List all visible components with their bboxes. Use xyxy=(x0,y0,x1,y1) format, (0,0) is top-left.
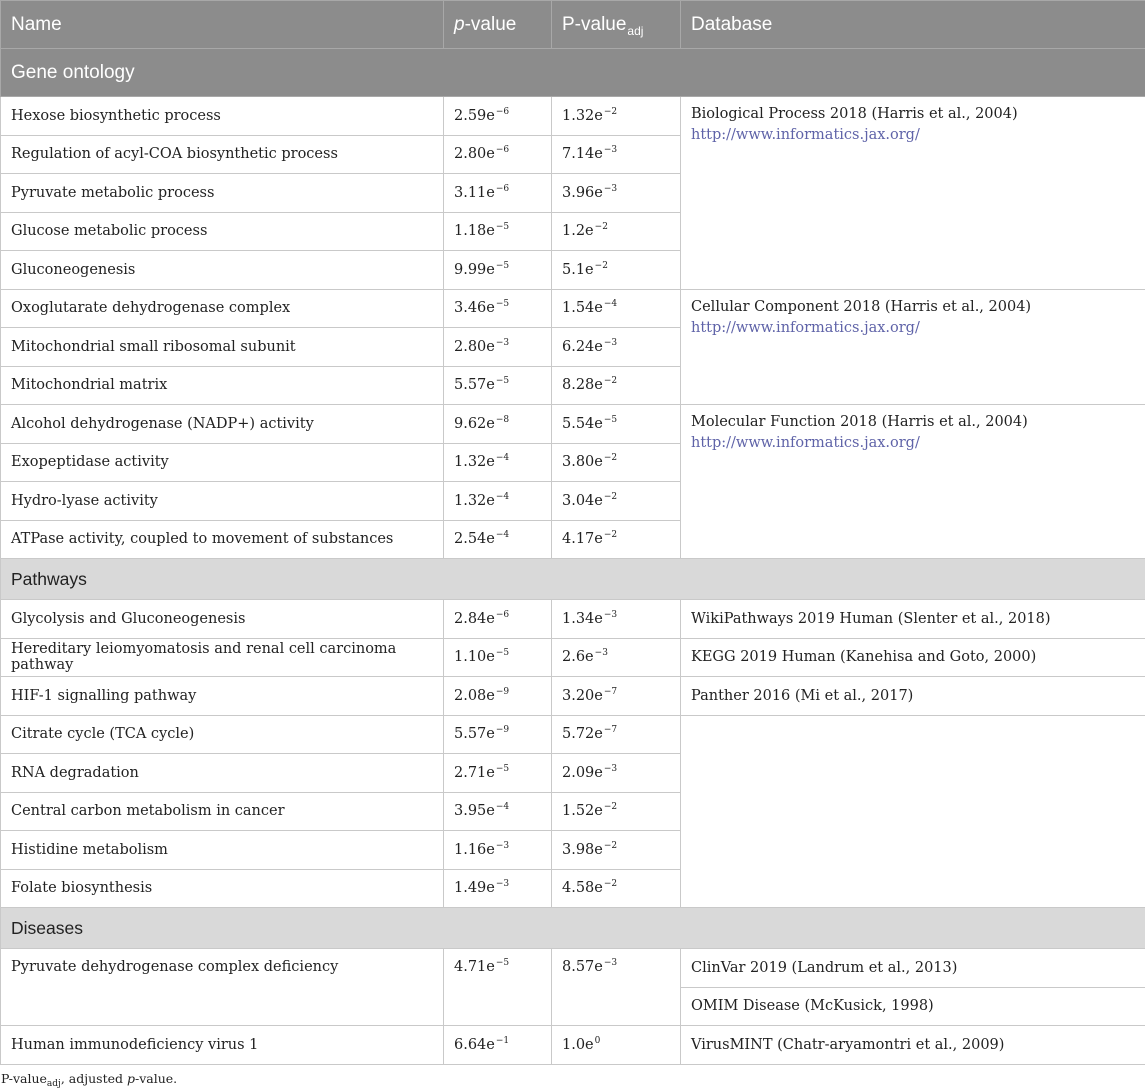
p-adj-cell-base: 3.20e xyxy=(562,687,603,704)
p-value-cell-base: 2.80e xyxy=(454,338,495,355)
p-adj-cell xyxy=(552,289,681,328)
database-cell xyxy=(681,289,1145,405)
database-cell: OMIM Disease (McKusick, 1998) xyxy=(681,987,1145,1026)
p-adj-cell-exponent: −7 xyxy=(603,725,618,736)
p-value-cell-base: 2.54e xyxy=(454,531,495,548)
p-value-cell-base: 2.84e xyxy=(454,610,495,627)
database-link[interactable]: http://www.informatics.jax.org/ xyxy=(691,127,920,143)
database-cell: Panther 2016 (Mi et al., 2017) xyxy=(681,677,1145,716)
row-name: Hereditary leiomyomatosis and renal cell carcinoma pathway xyxy=(1,638,444,677)
p-adj-cell-exponent: −2 xyxy=(603,802,618,813)
p-adj-cell-base: 1.32e xyxy=(562,107,603,124)
p-value-cell xyxy=(444,212,552,251)
p-value-cell-base: 3.46e xyxy=(454,300,495,317)
p-value-cell-exponent: −9 xyxy=(495,686,510,697)
p-adj-cell-base: 3.98e xyxy=(562,841,603,858)
p-adj-cell-base: 1.2e xyxy=(562,223,594,240)
p-adj-cell xyxy=(552,135,681,174)
database-text: Biological Process 2018 (Harris et al., 2004) xyxy=(691,106,1018,122)
p-value-cell-base: 2.71e xyxy=(454,764,495,781)
database-cell xyxy=(681,97,1145,290)
row-name: Citrate cycle (TCA cycle) xyxy=(1,715,444,754)
table-row xyxy=(1,715,1145,754)
p-adj-cell xyxy=(552,600,681,639)
p-adj-cell-base: 1.54e xyxy=(562,300,603,317)
p-value-cell-base: 4.71e xyxy=(454,959,495,975)
p-adj-cell-exponent: −2 xyxy=(594,222,608,233)
p-adj-cell xyxy=(552,520,681,559)
p-value-cell-exponent: −6 xyxy=(495,183,510,194)
table-row xyxy=(1,97,1145,136)
table-row xyxy=(1,677,1145,716)
p-value-cell-exponent: −5 xyxy=(495,222,510,233)
row-name: Exopeptidase activity xyxy=(1,443,444,482)
section-row-pathways xyxy=(1,559,1145,600)
p-value-cell xyxy=(444,97,552,136)
p-adj-cell-base: 7.14e xyxy=(562,146,603,163)
p-adj-cell-exponent: −2 xyxy=(603,879,618,890)
p-adj-cell-base: 3.04e xyxy=(562,492,603,509)
p-value-cell-exponent: −3 xyxy=(495,337,510,348)
p-adj-cell xyxy=(552,754,681,793)
section-row-diseases xyxy=(1,908,1145,949)
p-adj-cell-base: 5.1e xyxy=(562,261,594,278)
section-title: Diseases xyxy=(1,908,1145,949)
database-text: Cellular Component 2018 (Harris et al., 2004) xyxy=(691,298,1032,315)
p-value-cell-base: 5.57e xyxy=(454,377,495,394)
header-database: Database xyxy=(681,1,1145,49)
p-value-cell xyxy=(444,135,552,174)
p-value-cell-base: 1.10e xyxy=(454,649,495,666)
p-adj-cell-exponent: −2 xyxy=(603,491,618,502)
database-text: Molecular Function 2018 (Harris et al., 2004) xyxy=(691,414,1028,430)
table-row xyxy=(1,1026,1145,1065)
p-adj-cell xyxy=(552,638,681,677)
row-name: Regulation of acyl-COA biosynthetic process xyxy=(1,135,444,174)
row-name: Glucose metabolic process xyxy=(1,212,444,251)
p-value-cell xyxy=(444,869,552,908)
row-name: HIF-1 signalling pathway xyxy=(1,677,444,716)
p-value-cell xyxy=(444,1026,552,1065)
p-value-cell-base: 1.32e xyxy=(454,454,495,471)
p-adj-cell-base: 1.0e xyxy=(562,1036,594,1053)
p-adj-cell xyxy=(552,1026,681,1065)
p-value-cell-base: 9.99e xyxy=(454,261,495,278)
p-adj-cell xyxy=(552,831,681,870)
p-adj-cell-exponent: −2 xyxy=(603,453,618,464)
header-padj: P-value$_{adj}$ xyxy=(552,1,681,49)
p-adj-cell-base: 5.54e xyxy=(562,415,603,432)
p-value-cell xyxy=(444,638,552,677)
p-value-cell-exponent: −5 xyxy=(495,648,510,659)
row-name: Mitochondrial small ribosomal subunit xyxy=(1,328,444,367)
p-adj-cell xyxy=(552,366,681,405)
p-adj-cell xyxy=(552,443,681,482)
p-value-cell-exponent: −5 xyxy=(495,763,510,774)
p-value-cell-exponent: −5 xyxy=(495,260,510,271)
table-header-row xyxy=(1,1,1145,49)
p-adj-cell-exponent: −3 xyxy=(603,609,618,620)
header-pvalue: p-value xyxy=(444,1,552,49)
p-adj-cell-exponent: −7 xyxy=(603,686,618,697)
p-value-cell-exponent: −6 xyxy=(495,609,510,620)
row-name: Glycolysis and Gluconeogenesis xyxy=(1,600,444,639)
p-adj-cell xyxy=(552,949,681,1026)
section-title: Gene ontology xyxy=(1,49,1145,97)
p-value-cell xyxy=(444,443,552,482)
p-adj-cell-exponent: −2 xyxy=(603,840,618,851)
p-adj-cell-exponent: −3 xyxy=(603,763,618,774)
p-value-cell xyxy=(444,677,552,716)
database-cell: KEGG 2019 Human (Kanehisa and Goto, 2000) xyxy=(681,638,1145,677)
table-row xyxy=(1,289,1145,328)
p-value-cell-exponent: −4 xyxy=(495,491,510,502)
p-value-cell xyxy=(444,520,552,559)
p-value-cell-base: 3.11e xyxy=(454,184,495,201)
row-name: Alcohol dehydrogenase (NADP+) activity xyxy=(1,405,444,444)
p-value-cell-base: 1.18e xyxy=(454,223,495,240)
database-link[interactable]: http://www.informatics.jax.org/ xyxy=(691,319,920,336)
database-cell-empty xyxy=(681,715,1145,908)
p-value-cell xyxy=(444,174,552,213)
row-name: ATPase activity, coupled to movement of substances xyxy=(1,520,444,559)
p-adj-cell-exponent: −3 xyxy=(603,958,618,968)
p-adj-cell xyxy=(552,792,681,831)
row-name: Folate biosynthesis xyxy=(1,869,444,908)
p-adj-cell-exponent: −2 xyxy=(603,530,618,541)
p-value-cell-exponent: −6 xyxy=(495,145,510,156)
p-value-cell-exponent: −4 xyxy=(495,530,510,541)
row-name: Mitochondrial matrix xyxy=(1,366,444,405)
p-value-cell xyxy=(444,949,552,1026)
p-adj-cell-base: 3.96e xyxy=(562,184,603,201)
p-adj-cell-base: 6.24e xyxy=(562,338,603,355)
p-value-cell-base: 6.64e xyxy=(454,1036,495,1053)
p-adj-cell-exponent: −3 xyxy=(603,183,618,194)
p-adj-cell-base: 8.57e xyxy=(562,959,603,975)
p-adj-cell xyxy=(552,212,681,251)
p-value-cell xyxy=(444,600,552,639)
row-name: Hexose biosynthetic process xyxy=(1,97,444,136)
p-adj-cell xyxy=(552,328,681,367)
p-adj-cell-base: 1.34e xyxy=(562,610,603,627)
row-name: RNA degradation xyxy=(1,754,444,793)
p-value-cell xyxy=(444,251,552,290)
database-cell: VirusMINT (Chatr-aryamontri et al., 2009) xyxy=(681,1026,1145,1065)
p-value-cell-exponent: −4 xyxy=(495,802,510,813)
p-value-cell-exponent: −3 xyxy=(495,879,510,890)
p-value-cell-exponent: −4 xyxy=(495,453,510,464)
p-value-cell xyxy=(444,328,552,367)
p-adj-cell-exponent: −3 xyxy=(594,648,608,659)
row-name: Oxoglutarate dehydrogenase complex xyxy=(1,289,444,328)
p-value-cell-base: 2.08e xyxy=(454,687,495,704)
table-footnote: P-value$_{adj}$, adjusted p-value. xyxy=(1,1071,178,1089)
p-adj-cell-exponent: −3 xyxy=(603,145,618,156)
p-adj-cell-exponent: −3 xyxy=(603,337,618,348)
table-row xyxy=(1,949,1145,988)
row-name: Pyruvate metabolic process xyxy=(1,174,444,213)
row-name: Human immunodeficiency virus 1 xyxy=(1,1026,444,1065)
p-value-cell-exponent: −1 xyxy=(495,1035,510,1046)
p-value-cell xyxy=(444,366,552,405)
p-value-cell xyxy=(444,715,552,754)
p-adj-cell xyxy=(552,97,681,136)
p-adj-cell-base: 8.28e xyxy=(562,377,603,394)
p-value-cell-base: 9.62e xyxy=(454,415,495,432)
row-name: Histidine metabolism xyxy=(1,831,444,870)
p-adj-cell-exponent: −2 xyxy=(603,106,618,117)
p-value-cell-exponent: −5 xyxy=(495,299,510,310)
p-value-cell xyxy=(444,482,552,521)
p-value-cell-base: 2.80e xyxy=(454,146,495,163)
p-adj-cell xyxy=(552,869,681,908)
p-value-cell xyxy=(444,754,552,793)
p-adj-cell-base: 3.80e xyxy=(562,454,603,471)
p-value-cell-base: 2.59e xyxy=(454,107,495,124)
p-value-cell-base: 3.95e xyxy=(454,803,495,820)
row-name: Central carbon metabolism in cancer xyxy=(1,792,444,831)
p-value-cell-exponent: −5 xyxy=(495,958,510,968)
p-adj-cell-exponent: −5 xyxy=(603,414,618,425)
header-name: Name xyxy=(1,1,444,49)
p-value-cell-exponent: −6 xyxy=(495,106,510,117)
p-value-cell-exponent: −5 xyxy=(495,376,510,387)
p-adj-cell-base: 4.58e xyxy=(562,880,603,897)
p-adj-cell-base: 5.72e xyxy=(562,726,603,743)
p-value-cell-exponent: −8 xyxy=(495,414,510,425)
p-value-cell-base: 1.49e xyxy=(454,880,495,897)
p-adj-cell-base: 2.09e xyxy=(562,764,603,781)
table-row xyxy=(1,600,1145,639)
p-value-cell-exponent: −3 xyxy=(495,840,510,851)
p-adj-cell-base: 2.6e xyxy=(562,649,594,666)
p-adj-cell xyxy=(552,251,681,290)
section-row-gene-ontology xyxy=(1,49,1145,97)
p-adj-cell xyxy=(552,715,681,754)
p-value-cell-base: 1.16e xyxy=(454,841,495,858)
p-adj-cell xyxy=(552,482,681,521)
p-adj-cell-exponent: −2 xyxy=(594,260,608,271)
row-name: Pyruvate dehydrogenase complex deficiency xyxy=(1,949,444,1026)
database-link[interactable]: http://www.informatics.jax.org/ xyxy=(691,435,920,451)
p-value-cell-exponent: −9 xyxy=(495,725,510,736)
p-value-cell xyxy=(444,405,552,444)
p-adj-cell-exponent: −2 xyxy=(603,376,618,387)
p-value-cell xyxy=(444,831,552,870)
p-adj-cell-exponent: 0 xyxy=(594,1035,601,1046)
p-adj-cell xyxy=(552,677,681,716)
database-cell xyxy=(681,405,1145,559)
database-cell: WikiPathways 2019 Human (Slenter et al., 2018) xyxy=(681,600,1145,639)
row-name: Hydro-lyase activity xyxy=(1,482,444,521)
p-value-cell-base: 5.57e xyxy=(454,726,495,743)
table-row xyxy=(1,405,1145,444)
p-value-cell xyxy=(444,289,552,328)
p-value-cell-base: 1.32e xyxy=(454,492,495,509)
p-adj-cell-base: 1.52e xyxy=(562,803,603,820)
row-name: Gluconeogenesis xyxy=(1,251,444,290)
p-adj-cell xyxy=(552,174,681,213)
database-cell: ClinVar 2019 (Landrum et al., 2013) xyxy=(681,949,1145,988)
table-row xyxy=(1,638,1145,677)
p-value-cell xyxy=(444,792,552,831)
p-adj-cell-base: 4.17e xyxy=(562,531,603,548)
section-title: Pathways xyxy=(1,559,1145,600)
p-adj-cell xyxy=(552,405,681,444)
p-adj-cell-exponent: −4 xyxy=(603,299,618,310)
